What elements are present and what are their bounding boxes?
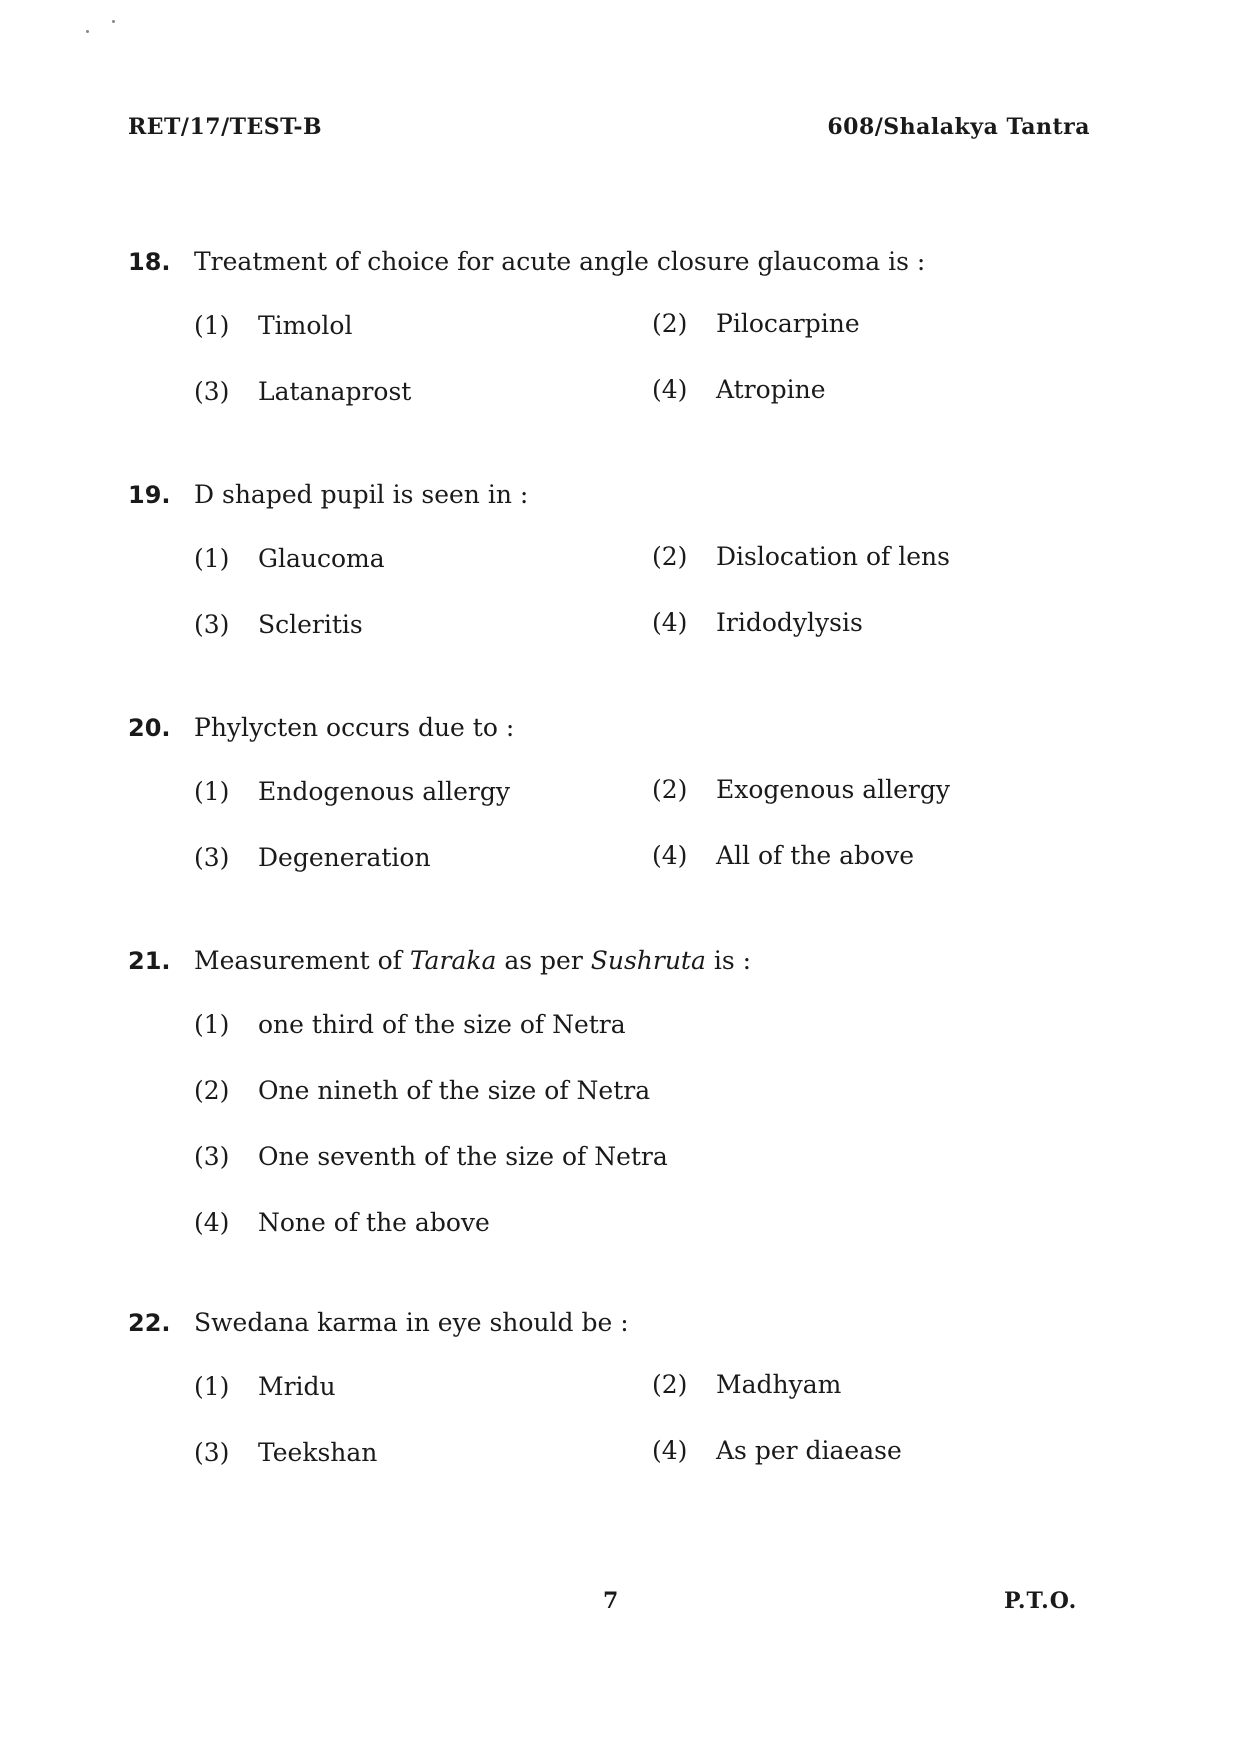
option-text: None of the above xyxy=(258,1208,490,1237)
option-text: Latanaprost xyxy=(258,377,412,406)
option-2 xyxy=(194,1074,650,1108)
option-4 xyxy=(652,839,914,873)
option-1 xyxy=(194,1370,336,1404)
option-3 xyxy=(194,608,363,642)
stem-term: Taraka xyxy=(409,946,497,975)
option-4 xyxy=(194,1206,490,1240)
question-stem xyxy=(128,711,1088,745)
option-text: Timolol xyxy=(258,311,353,340)
option-text: Glaucoma xyxy=(258,544,385,573)
question-20 xyxy=(128,711,1088,872)
option-3 xyxy=(194,375,411,409)
option-2 xyxy=(652,773,950,807)
option-text: Degeneration xyxy=(258,843,431,872)
question-18 xyxy=(128,245,1088,406)
question-19 xyxy=(128,478,1088,639)
question-stem xyxy=(128,1306,1088,1340)
stem-text: as per xyxy=(496,946,591,975)
option-text: One seventh of the size of Netra xyxy=(258,1142,668,1171)
option-number: (4) xyxy=(652,1436,688,1465)
option-text: one third of the size of Netra xyxy=(258,1010,626,1039)
subject-code: 608/Shalakya Tantra xyxy=(827,114,1090,140)
option-1 xyxy=(194,309,352,343)
question-number: 22. xyxy=(128,1309,171,1337)
option-1 xyxy=(194,1008,626,1042)
option-number: (3) xyxy=(194,610,230,639)
scan-speck xyxy=(112,20,115,23)
option-text: Scleritis xyxy=(258,610,363,639)
option-number: (1) xyxy=(194,311,230,340)
option-number: (2) xyxy=(194,1076,230,1105)
option-text: Madhyam xyxy=(716,1370,842,1399)
option-3 xyxy=(194,1140,668,1174)
option-number: (4) xyxy=(194,1208,230,1237)
page-header xyxy=(128,114,1090,148)
scan-speck xyxy=(86,30,89,33)
pto-label: P.T.O. xyxy=(1004,1588,1078,1614)
option-number: (2) xyxy=(652,309,688,338)
option-4 xyxy=(652,606,863,640)
question-number: 21. xyxy=(128,947,171,975)
option-number: (4) xyxy=(652,608,688,637)
option-number: (2) xyxy=(652,1370,688,1399)
option-text: Pilocarpine xyxy=(716,309,860,338)
option-text: Exogenous allergy xyxy=(716,775,950,804)
option-text: As per diaease xyxy=(716,1436,902,1465)
stem-term: Sushruta xyxy=(590,946,706,975)
question-text xyxy=(194,946,751,975)
option-4 xyxy=(652,1434,902,1468)
option-number: (3) xyxy=(194,377,230,406)
option-number: (4) xyxy=(652,375,688,404)
question-text: Swedana karma in eye should be : xyxy=(194,1308,629,1337)
option-number: (1) xyxy=(194,1372,230,1401)
option-2 xyxy=(652,540,950,574)
option-number: (3) xyxy=(194,1438,230,1467)
option-2 xyxy=(652,1368,841,1402)
option-1 xyxy=(194,542,385,576)
option-text: Atropine xyxy=(716,375,826,404)
option-text: Endogenous allergy xyxy=(258,777,511,806)
option-3 xyxy=(194,841,431,875)
question-stem xyxy=(128,944,1088,978)
option-number: (1) xyxy=(194,544,230,573)
option-text: All of the above xyxy=(716,841,915,870)
option-number: (2) xyxy=(652,542,688,571)
option-1 xyxy=(194,775,510,809)
option-3 xyxy=(194,1436,377,1470)
option-number: (3) xyxy=(194,1142,230,1171)
question-text: Phylycten occurs due to : xyxy=(194,713,515,742)
page-number: 7 xyxy=(603,1588,619,1614)
question-22 xyxy=(128,1306,1088,1467)
question-stem xyxy=(128,245,1088,279)
option-number: (3) xyxy=(194,843,230,872)
question-text: Treatment of choice for acute angle closure glaucoma is : xyxy=(194,247,926,276)
option-text: One nineth of the size of Netra xyxy=(258,1076,651,1105)
option-text: Mridu xyxy=(258,1372,336,1401)
question-number: 19. xyxy=(128,481,171,509)
option-number: (2) xyxy=(652,775,688,804)
test-code: RET/17/TEST-B xyxy=(128,114,323,140)
option-4 xyxy=(652,373,826,407)
question-21 xyxy=(128,944,1088,1237)
option-number: (4) xyxy=(652,841,688,870)
option-text: Iridodylysis xyxy=(716,608,863,637)
stem-text: Measurement of xyxy=(194,946,410,975)
option-2 xyxy=(652,307,860,341)
question-number: 18. xyxy=(128,248,171,276)
option-text: Teekshan xyxy=(258,1438,378,1467)
option-text: Dislocation of lens xyxy=(716,542,950,571)
question-text: D shaped pupil is seen in : xyxy=(194,480,529,509)
question-stem xyxy=(128,478,1088,512)
page-footer xyxy=(0,1588,1240,1622)
question-number: 20. xyxy=(128,714,171,742)
stem-text: is : xyxy=(705,946,752,975)
option-number: (1) xyxy=(194,1010,230,1039)
option-number: (1) xyxy=(194,777,230,806)
